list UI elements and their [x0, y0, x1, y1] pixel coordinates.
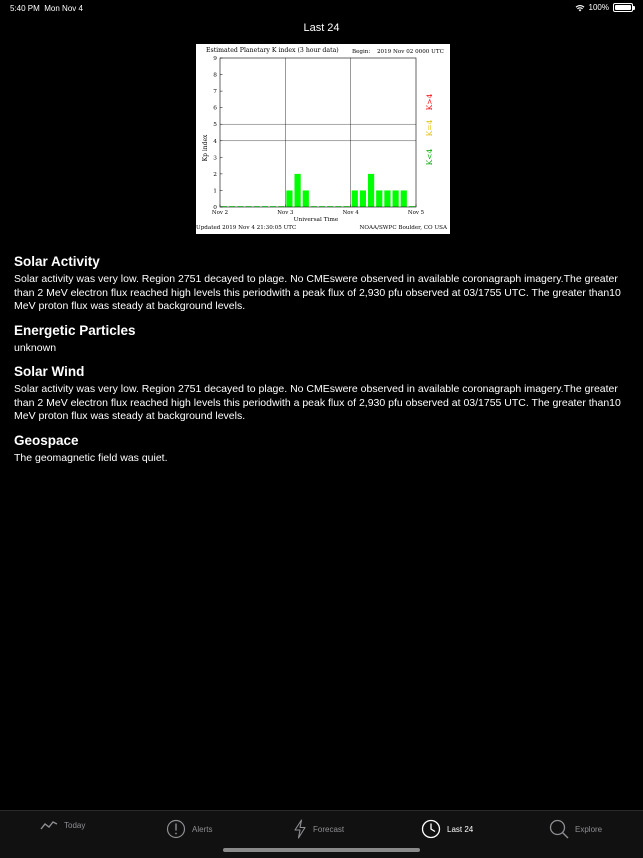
y-axis-label: Kp index — [202, 134, 209, 162]
battery-icon — [613, 3, 633, 12]
y-tick-label: 2 — [213, 171, 217, 178]
x-tick-label: Nov 2 — [211, 210, 229, 216]
tab-label: Forecast — [313, 824, 345, 834]
section-body: Solar activity was very low. Region 2751 decayed to plage. No CMEswere observed in available coronagraph imagery.The greater than 2 MeV electron flux reached high levels this periodwith a peak flux of 2,930 pfu observed at 03/1755 UTC. The greater than10 MeV proton flux was steady at background levels. — [14, 383, 621, 422]
page-title: Last 24 — [303, 22, 340, 34]
kp-bar — [376, 190, 382, 207]
y-tick-label: 9 — [213, 56, 217, 62]
kp-bar — [294, 174, 300, 207]
kp-bar — [384, 190, 390, 207]
tab-label: Last 24 — [447, 824, 474, 834]
wifi-icon — [575, 4, 585, 12]
status-indicators — [575, 3, 633, 12]
y-tick-label: 1 — [213, 188, 217, 195]
y-tick-label: 6 — [213, 105, 217, 112]
tab-label: Explore — [575, 824, 603, 834]
trend-line-icon — [40, 819, 58, 831]
kp-bar — [392, 190, 398, 207]
section-body: Solar activity was very low. Region 2751 decayed to plage. No CMEswere observed in available coronagraph imagery.The greater than 2 MeV electron flux reached high levels this periodwith a peak flux of 2,930 pfu observed at 03/1755 UTC. The greater than10 MeV proton flux was steady at background levels. — [14, 273, 621, 312]
section-solar-wind — [14, 364, 632, 424]
section-heading: Solar Activity — [14, 254, 100, 269]
magnifier-icon — [549, 819, 569, 839]
battery-percent: 100% — [588, 3, 609, 12]
tab-last-24[interactable] — [421, 819, 473, 839]
x-tick-label: Nov 5 — [407, 210, 425, 216]
kp-bar — [352, 190, 358, 207]
kp-chart-svg — [196, 44, 450, 234]
tab-explore[interactable] — [549, 819, 602, 839]
x-axis-label: Universal Time — [293, 217, 339, 223]
y-tick-label: 3 — [213, 155, 217, 162]
exclamation-circle-icon — [166, 819, 186, 839]
home-indicator — [223, 848, 420, 852]
status-clock: 5:40 PM — [10, 4, 40, 13]
k-legend-label: K<4 — [425, 148, 434, 166]
tab-forecast[interactable] — [293, 819, 344, 839]
chart-footer-updated: Updated 2019 Nov 4 21:30:05 UTC — [196, 225, 297, 231]
section-heading: Geospace — [14, 432, 79, 448]
x-tick-label: Nov 4 — [342, 210, 359, 216]
section-body: The geomagnetic field was quiet. — [14, 451, 168, 464]
tab-alerts[interactable] — [166, 819, 212, 839]
report-content — [14, 254, 632, 474]
section-heading: Solar Wind — [14, 364, 85, 379]
kp-bar — [286, 190, 292, 207]
plot-frame — [220, 58, 416, 207]
tab-label: Today — [64, 820, 86, 830]
kp-bar — [368, 174, 374, 207]
status-date: Mon Nov 4 — [44, 4, 83, 13]
section-body: unknown — [14, 341, 57, 354]
chart-title: Estimated Planetary K index (3 hour data) — [206, 47, 339, 54]
kp-bar — [401, 190, 407, 207]
y-tick-label: 4 — [213, 138, 217, 145]
lightning-bolt-icon — [293, 819, 307, 839]
tab-label: Alerts — [192, 824, 213, 834]
k-legend-label: K>4 — [425, 93, 434, 111]
chart-footer-source: NOAA/SWPC Boulder, CO USA — [359, 225, 447, 231]
x-tick-label: Nov 3 — [277, 210, 294, 216]
section-geospace — [14, 433, 632, 466]
kp-index-chart — [196, 44, 450, 234]
tab-today[interactable] — [40, 819, 85, 831]
status-bar — [0, 0, 643, 16]
clock-icon — [421, 819, 441, 839]
chart-begin-label: Begin: — [352, 49, 371, 55]
k-legend-label: K=4 — [425, 119, 434, 137]
y-tick-label: 0 — [213, 205, 217, 211]
y-tick-label: 7 — [213, 89, 217, 96]
kp-bar — [360, 190, 366, 207]
y-tick-label: 8 — [213, 72, 217, 79]
status-time — [10, 4, 83, 13]
y-tick-label: 5 — [213, 122, 217, 129]
kp-bar — [303, 190, 309, 207]
chart-begin-value: 2019 Nov 02 0000 UTC — [377, 49, 444, 55]
section-energetic-particles — [14, 323, 632, 356]
section-solar-activity — [14, 254, 632, 314]
section-heading: Energetic Particles — [14, 322, 136, 338]
